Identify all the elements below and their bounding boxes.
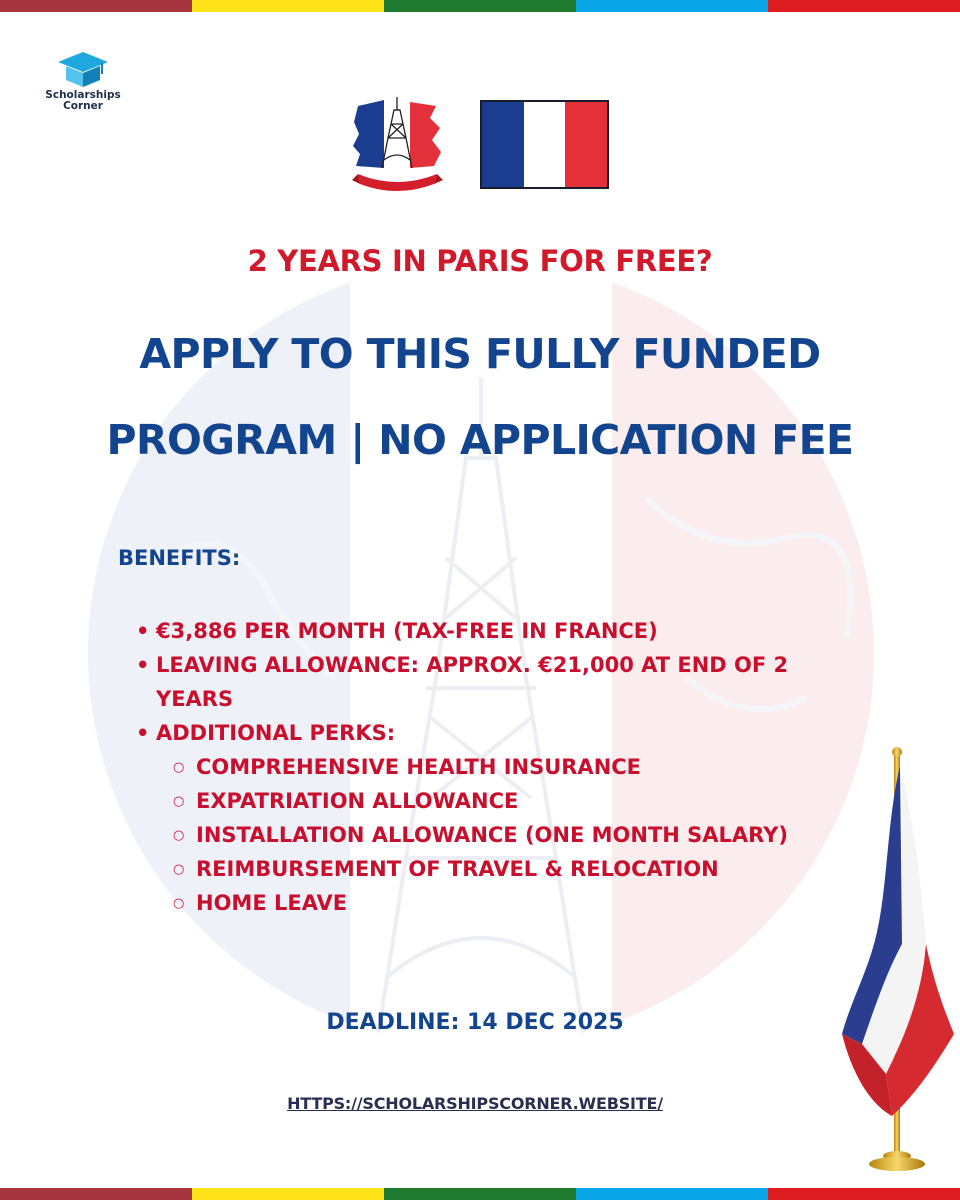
flag-white-band xyxy=(524,102,566,187)
stripe-segment xyxy=(768,1188,960,1200)
stripe-segment xyxy=(576,0,768,12)
perk-label: HOME LEAVE xyxy=(196,891,348,915)
bottom-color-stripe xyxy=(0,1188,960,1200)
logo-name-line1: Scholarships xyxy=(45,89,121,101)
list-item xyxy=(136,614,856,648)
bullet-dot-icon: • xyxy=(136,653,150,677)
flag-blue-band xyxy=(482,102,524,187)
bullet-circle-icon: ○ xyxy=(173,794,185,809)
headline-question: 2 YEARS IN PARIS FOR FREE? xyxy=(247,244,713,278)
eiffel-tower-flag-badge xyxy=(350,94,445,192)
bullet-circle-icon: ○ xyxy=(173,862,185,877)
benefits-title: BENEFITS: xyxy=(118,546,241,570)
top-color-stripe xyxy=(0,0,960,12)
perk-label: COMPREHENSIVE HEALTH INSURANCE xyxy=(196,755,642,779)
benefit-leaving-allowance-line2: YEARS xyxy=(156,687,234,711)
stripe-segment xyxy=(768,0,960,12)
headline-line1: APPLY TO THIS FULLY FUNDED xyxy=(139,330,821,378)
list-item xyxy=(136,648,856,716)
benefits-list xyxy=(136,614,856,920)
perk-item xyxy=(173,784,856,818)
stripe-segment xyxy=(0,1188,192,1200)
headline-line2: PROGRAM | NO APPLICATION FEE xyxy=(106,416,854,464)
stripe-segment xyxy=(192,0,384,12)
stripe-segment xyxy=(384,0,576,12)
stripe-segment xyxy=(576,1188,768,1200)
flag-red-band xyxy=(565,102,607,187)
bullet-dot-icon: • xyxy=(136,619,150,643)
perk-item xyxy=(173,818,856,852)
bullet-circle-icon: ○ xyxy=(173,896,185,911)
perk-label: EXPATRIATION ALLOWANCE xyxy=(196,789,519,813)
perk-item xyxy=(173,852,856,886)
bullet-circle-icon: ○ xyxy=(173,760,185,775)
logo-name-line2: Corner xyxy=(63,100,103,112)
benefit-additional-perks: ADDITIONAL PERKS: xyxy=(156,721,396,745)
stripe-segment xyxy=(384,1188,576,1200)
deadline-text: DEADLINE: 14 DEC 2025 xyxy=(326,1010,624,1035)
website-link[interactable]: HTTPS://SCHOLARSHIPSCORNER.WEBSITE/ xyxy=(287,1094,663,1113)
perk-item xyxy=(173,886,856,920)
benefit-leaving-allowance-line1: LEAVING ALLOWANCE: APPROX. €21,000 AT END OF 2 xyxy=(156,653,789,677)
benefit-stipend: €3,886 PER MONTH (TAX-FREE IN FRANCE) xyxy=(156,619,658,643)
perk-label: INSTALLATION ALLOWANCE (ONE MONTH SALARY) xyxy=(196,823,789,847)
bullet-circle-icon: ○ xyxy=(173,828,185,843)
list-item xyxy=(136,716,856,750)
scholarships-corner-logo xyxy=(38,50,128,112)
france-flag xyxy=(480,100,609,189)
perk-label: REIMBURSEMENT OF TRAVEL & RELOCATION xyxy=(196,857,719,881)
bullet-dot-icon: • xyxy=(136,721,150,745)
graduation-cap-box-icon xyxy=(56,50,110,88)
stripe-segment xyxy=(0,0,192,12)
france-flag-on-pole-icon xyxy=(826,744,960,1174)
perk-item xyxy=(173,750,856,784)
stripe-segment xyxy=(192,1188,384,1200)
